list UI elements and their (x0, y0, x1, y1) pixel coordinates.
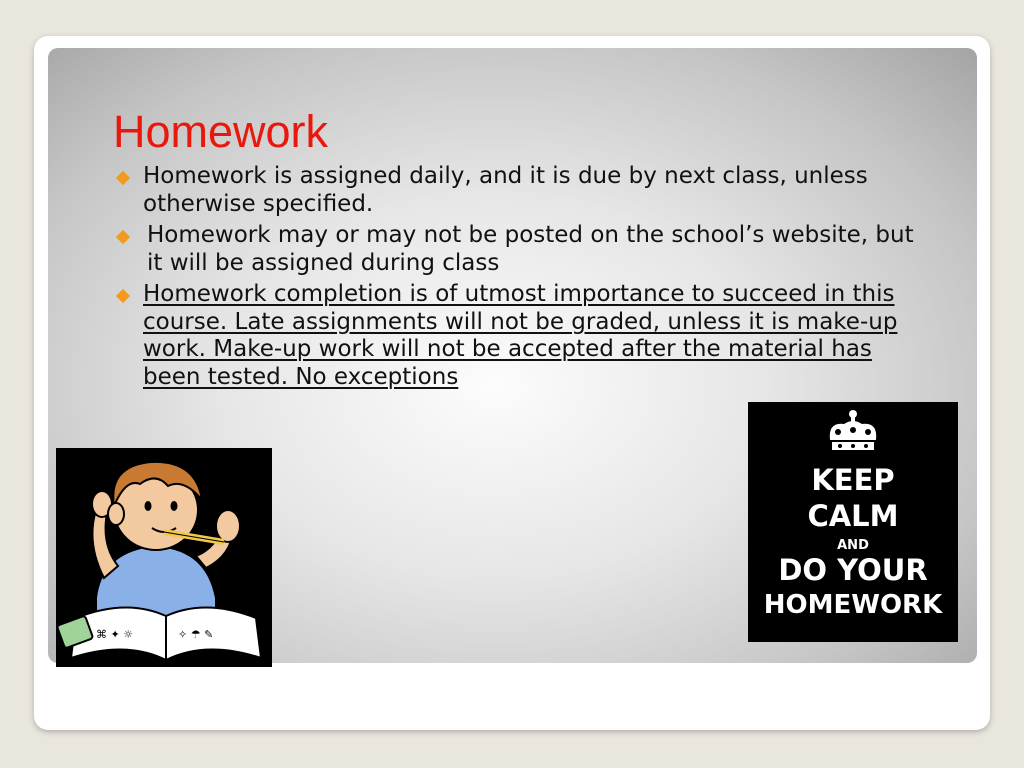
student-doing-homework-icon (56, 448, 272, 667)
bullet-text: Homework is assigned daily, and it is due by next class, unless otherwise specified. (143, 163, 868, 217)
bullet-item (116, 281, 916, 391)
crown-icon (824, 408, 882, 456)
svg-text:⌘ ✦ ☼: ⌘ ✦ ☼ (96, 628, 134, 641)
keep-calm-poster (748, 402, 958, 642)
diamond-bullet-icon (116, 230, 130, 244)
bullet-list (116, 163, 916, 395)
poster-line: CALM (807, 499, 899, 533)
diamond-bullet-icon (116, 289, 130, 303)
slide-title: Homework (113, 106, 329, 157)
bullet-text: Homework may or may not be posted on the school’s website, but it will be assigned during class (147, 222, 914, 276)
poster-line: KEEP (811, 463, 895, 497)
poster-line: DO YOUR (778, 553, 928, 587)
bullet-item (116, 222, 916, 277)
svg-text:✧ ☂ ✎: ✧ ☂ ✎ (178, 628, 214, 641)
bullet-text: Homework completion is of utmost importance to succeed in this course. Late assignments will not be graded, unless it is make-up work. Make-up work will not be accepted after the material has been tested. No exceptions (143, 281, 898, 390)
poster-line: AND (837, 538, 869, 553)
bullet-item (116, 163, 916, 218)
poster-line: HOMEWORK (763, 590, 943, 620)
diamond-bullet-icon (116, 171, 130, 185)
